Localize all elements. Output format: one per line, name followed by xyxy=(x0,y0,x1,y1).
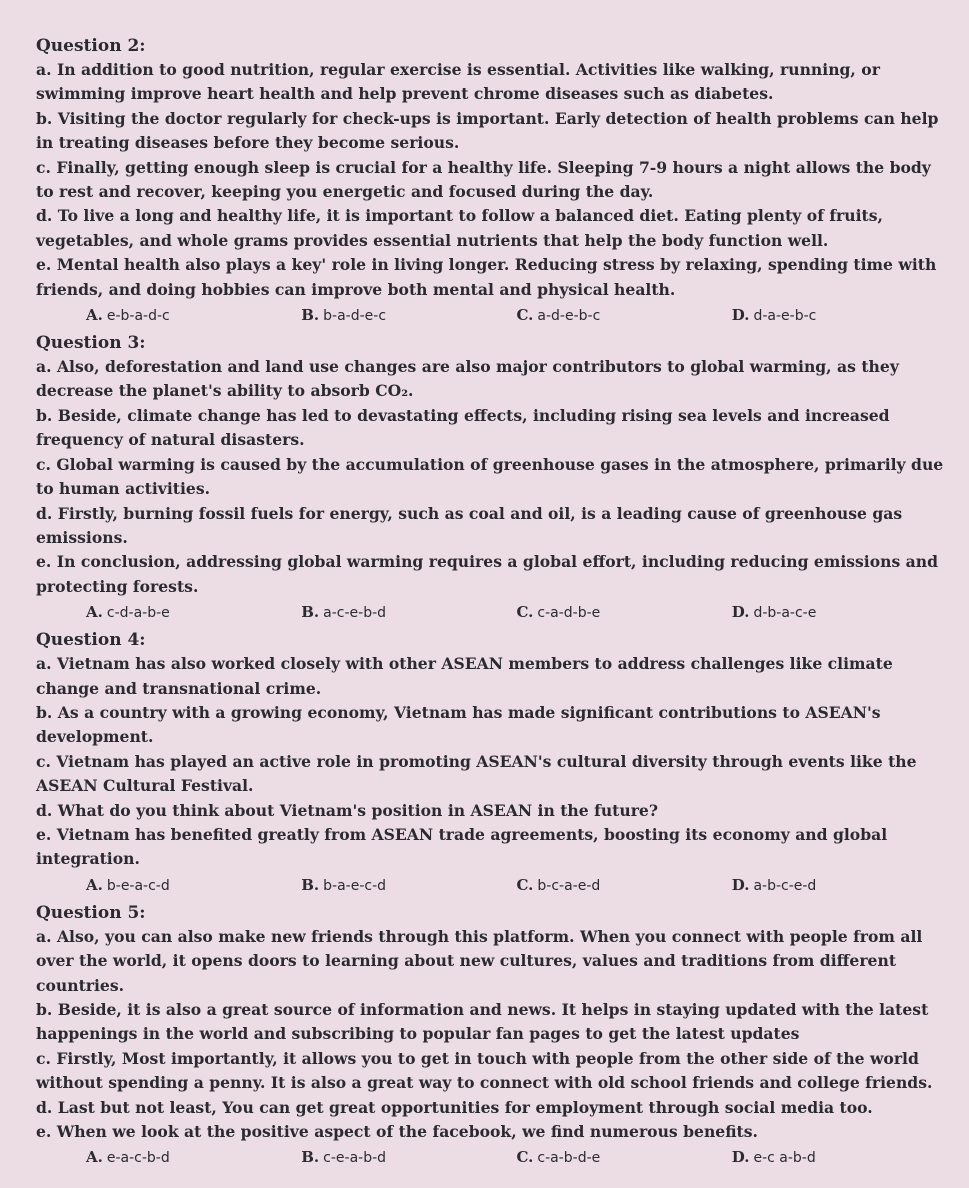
option-label: A. xyxy=(86,875,103,894)
option-label: A. xyxy=(86,1148,103,1167)
option-text: b-c-a-e-d xyxy=(537,877,601,894)
option-d[interactable] xyxy=(732,872,947,899)
sentence-c: c. Vietnam has played an active role in promoting ASEAN's cultural diversity through events like the ASEAN Cultural Festival. xyxy=(36,751,917,796)
option-a[interactable] xyxy=(86,302,301,329)
sentence-a: a. Also, deforestation and land use changes are also major contributors to global warming, as they decrease the planet's ability to absorb CO₂. xyxy=(36,357,899,401)
option-label: B. xyxy=(301,875,320,894)
question-title: Question 5: xyxy=(36,902,146,923)
question-5 xyxy=(36,901,947,1172)
option-text: e-a-c-b-d xyxy=(106,1150,170,1167)
sentence-b: b. As a country with a growing economy, Vietnam has made significant contributions to ASEAN's development. xyxy=(36,702,881,747)
sentence-a: a. Vietnam has also worked closely with other ASEAN members to address challenges like climate change and transnational crime. xyxy=(36,654,893,698)
question-4 xyxy=(36,628,947,899)
option-b[interactable] xyxy=(301,302,516,329)
option-text: b-e-a-c-d xyxy=(106,877,170,894)
answer-options xyxy=(36,1144,947,1171)
option-text: a-d-e-b-c xyxy=(537,308,601,325)
option-label: D. xyxy=(731,306,750,325)
option-text: a-b-c-e-d xyxy=(753,877,817,894)
option-c[interactable] xyxy=(517,599,732,626)
option-label: D. xyxy=(731,875,750,894)
question-title: Question 4: xyxy=(36,630,146,651)
option-text: e-b-a-d-c xyxy=(106,308,170,325)
answer-options xyxy=(36,599,947,626)
question-2 xyxy=(36,34,947,329)
option-label: A. xyxy=(86,603,103,622)
option-text: c-a-b-d-e xyxy=(537,1150,601,1167)
answer-options xyxy=(36,302,947,329)
option-d[interactable] xyxy=(732,599,947,626)
sentence-e: e. Vietnam has benefited greatly from ASEAN trade agreements, boosting its economy and global integration. xyxy=(36,824,888,869)
option-label: B. xyxy=(301,603,320,622)
option-c[interactable] xyxy=(517,302,732,329)
option-d[interactable] xyxy=(732,1144,947,1171)
option-a[interactable] xyxy=(86,872,301,899)
question-3 xyxy=(36,331,947,626)
option-label: D. xyxy=(731,603,750,622)
sentence-c: c. Finally, getting enough sleep is crucial for a healthy life. Sleeping 7-9 hours a night allows the body to rest and recover, keeping you energetic and focused during the day. xyxy=(36,157,931,202)
sentence-e: e. Mental health also plays a key' role in living longer. Reducing stress by relaxing, spending time with friends, and doing hobbies can improve both mental and physical health. xyxy=(36,255,937,299)
option-b[interactable] xyxy=(301,599,516,626)
sentence-b: b. Beside, climate change has led to devastating effects, including rising sea levels and increased frequency of natural disasters. xyxy=(36,405,890,450)
option-b[interactable] xyxy=(301,1144,516,1171)
option-text: d-a-e-b-c xyxy=(753,308,817,325)
sentence-d: d. Firstly, burning fossil fuels for energy, such as coal and oil, is a leading cause of greenhouse gas emissions. xyxy=(36,503,903,547)
sentence-d: d. To live a long and healthy life, it is important to follow a balanced diet. Eating plenty of fruits, vegetables, and whole grams provides essential nutrients that help the body function well. xyxy=(36,206,883,250)
question-title: Question 3: xyxy=(36,333,146,354)
answer-options xyxy=(36,872,947,899)
option-label: C. xyxy=(516,1148,534,1167)
option-text: a-c-e-b-d xyxy=(323,605,387,622)
option-label: B. xyxy=(301,1148,320,1167)
sentence-c: c. Firstly, Most importantly, it allows you to get in touch with people from the other side of the world without spending a penny. It is also a great way to connect with old school friends and college friends. xyxy=(36,1048,933,1093)
option-text: c-a-d-b-e xyxy=(537,605,601,622)
option-label: B. xyxy=(301,306,320,325)
sentence-a: a. Also, you can also make new friends through this platform. When you connect with people from all over the world, it opens doors to learning about new cultures, values and traditions from different countries. xyxy=(36,926,923,995)
option-text: c-e-a-b-d xyxy=(323,1150,387,1167)
option-a[interactable] xyxy=(86,599,301,626)
option-b[interactable] xyxy=(301,872,516,899)
option-text: b-a-e-c-d xyxy=(323,877,387,894)
sentence-d: d. Last but not least, You can get great opportunities for employment through social media too. xyxy=(36,1097,873,1117)
sentence-e: e. In conclusion, addressing global warming requires a global effort, including reducing emissions and protecting forests. xyxy=(36,552,939,596)
sentence-b: b. Visiting the doctor regularly for check-ups is important. Early detection of health problems can help in treating diseases before they become serious. xyxy=(36,108,939,153)
sentence-b: b. Beside, it is also a great source of information and news. It helps in staying updated with the latest happenings in the world and subscribing to popular fan pages to get the latest updates xyxy=(36,1000,929,1044)
question-title: Question 2: xyxy=(36,36,146,56)
option-label: A. xyxy=(86,306,103,325)
option-c[interactable] xyxy=(517,872,732,899)
option-label: C. xyxy=(516,875,534,894)
sentence-a: a. In addition to good nutrition, regular exercise is essential. Activities like walking, running, or swimming improve heart health and help prevent chrome diseases such as diabetes. xyxy=(36,60,880,104)
option-text: b-a-d-e-c xyxy=(323,308,387,325)
option-label: C. xyxy=(516,603,534,622)
option-a[interactable] xyxy=(86,1144,301,1171)
sentence-e: e. When we look at the positive aspect of the facebook, we find numerous benefits. xyxy=(36,1122,758,1142)
option-d[interactable] xyxy=(732,302,947,329)
option-text: c-d-a-b-e xyxy=(106,605,170,622)
option-c[interactable] xyxy=(517,1144,732,1171)
sentence-c: c. Global warming is caused by the accumulation of greenhouse gases in the atmosphere, primarily due to human activities. xyxy=(36,454,944,499)
option-text: d-b-a-c-e xyxy=(753,605,817,622)
option-text: e-c a-b-d xyxy=(753,1150,816,1167)
option-label: C. xyxy=(516,306,534,325)
sentence-d: d. What do you think about Vietnam's position in ASEAN in the future? xyxy=(36,800,658,820)
option-label: D. xyxy=(731,1148,750,1167)
